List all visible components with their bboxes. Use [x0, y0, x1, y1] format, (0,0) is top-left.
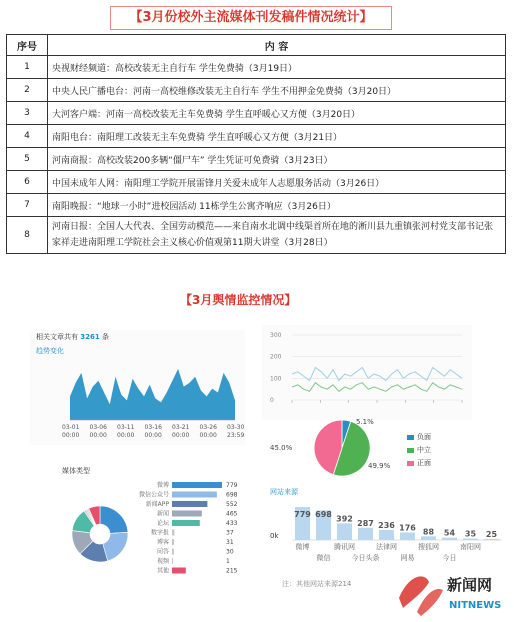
trend-tick-time: 00:00: [62, 432, 80, 439]
table-header-row: [7, 35, 506, 56]
site-value-label: 88: [422, 527, 435, 537]
media-value-label: 30: [226, 548, 234, 556]
donut-slice: [100, 506, 128, 533]
media-value-label: 465: [226, 510, 238, 518]
trend-tick-time: 00:00: [89, 432, 107, 439]
y-tick-label: 200: [270, 353, 282, 361]
site-value-label: 698: [315, 510, 332, 519]
header-index: 序号: [7, 35, 48, 56]
table-row: [7, 79, 506, 102]
legend-negative: [407, 432, 431, 442]
trend-tick-time: 00:00: [172, 432, 190, 439]
site-tick-label: 法律网: [376, 543, 397, 551]
media-category-label: 其他: [156, 567, 169, 575]
trend-tick-time: 00:00: [199, 432, 217, 439]
media-value-label: 1: [226, 558, 230, 565]
media-value-label: 698: [226, 491, 238, 499]
legend-swatch: [407, 461, 414, 466]
media-category-label: 论坛: [156, 520, 169, 527]
media-bar: [172, 501, 207, 507]
media-category-label: 新闻: [156, 510, 169, 518]
trend-tick-label: 03-30: [227, 424, 245, 431]
monitor-title: 【3月舆情监控情况】: [180, 293, 297, 307]
site-value-label: 287: [357, 518, 374, 528]
site-value-label: 35: [464, 529, 477, 539]
media-bar: [172, 492, 217, 498]
table-row: [7, 217, 506, 254]
site-bar: [379, 530, 394, 540]
media-category-label: 数字报: [150, 529, 169, 537]
y-tick-label: 0: [270, 397, 274, 404]
trend-tick-time: 00:00: [144, 432, 162, 439]
site-unit: 0k: [270, 532, 279, 540]
media-value-label: 552: [226, 501, 238, 508]
media-table: [6, 34, 506, 254]
media-bar: [172, 520, 200, 526]
row-content: 中国未成年人网：南阳理工学院开展雷锋月关爱未成年人志愿服务活动（3月26日）: [48, 171, 506, 194]
media-category-label: 微信公众号: [138, 491, 169, 499]
media-bar: [172, 530, 174, 536]
site-bar: [463, 539, 478, 541]
media-value-label: 779: [226, 482, 238, 489]
sentiment-pie: [262, 410, 472, 485]
row-content: 南阳晚报：“地球一小时”进校园活动 11栋学生公寓齐响应（3月26日）: [48, 194, 506, 217]
row-index: 6: [7, 171, 48, 194]
site-tick-label: 今日头条: [351, 554, 380, 562]
trend-tick-label: 03-06: [89, 424, 107, 431]
media-value-label: 37: [226, 529, 234, 537]
trend-tick-label: 03-16: [144, 424, 162, 431]
site-value-label: 392: [336, 514, 353, 524]
site-tick-label: 腾讯网: [334, 543, 355, 551]
y-tick-label: 100: [270, 375, 282, 383]
row-index: 3: [7, 102, 48, 125]
trend-tick-label: 03-01: [62, 424, 80, 431]
media-bar: [172, 558, 173, 564]
site-bar: [337, 523, 352, 540]
site-bar: [421, 536, 436, 540]
media-bar: [172, 549, 174, 555]
site-tick-label: 网易: [400, 554, 415, 562]
sentiment-panel: [262, 410, 472, 485]
media-value-label: 433: [226, 520, 238, 527]
row-content: 中央人民广播电台：河南一高校维修改装无主自行车 学生不用押金免费骑（3月20日）: [48, 79, 506, 102]
trend-tick-time: 00:00: [117, 432, 135, 439]
table-row: [7, 125, 506, 148]
trend-tick-label: 03-11: [117, 424, 135, 431]
watermark-en: NITNEWS: [449, 600, 502, 611]
media-value-label: 215: [226, 567, 238, 575]
media-type-chart: [50, 462, 250, 592]
row-index: 8: [7, 217, 48, 254]
row-content: 央视财经频道：高校改装无主自行车 学生免费骑（3月19日）: [48, 56, 506, 79]
row-index: 7: [7, 194, 48, 217]
media-type-label: 媒体类型: [62, 467, 90, 475]
media-category-label: 问答: [156, 548, 169, 556]
row-content: 河南商报：高校改装200多辆“僵尸车” 学生凭证可免费骑（3月23日）: [48, 148, 506, 171]
trend-tick-label: 03-26: [199, 424, 217, 431]
row-index: 5: [7, 148, 48, 171]
media-type-panel: [50, 462, 250, 592]
legend-label: 中立: [417, 446, 431, 454]
media-category-label: 微博: [156, 482, 169, 489]
site-value-label: 236: [378, 521, 395, 530]
report-title: 【3月份校外主流媒体刊发稿件情况统计】: [110, 6, 392, 30]
site-tick-label: 微信: [316, 554, 331, 562]
total-suffix: 条: [101, 333, 109, 341]
trend-panel: [30, 330, 245, 445]
trend-tick-time: 23:59: [227, 432, 245, 439]
table-row: [7, 56, 506, 79]
site-source-note: 注：其他网站来源214: [282, 580, 352, 588]
row-index: 4: [7, 125, 48, 148]
row-index: 1: [7, 56, 48, 79]
pie-value-label: 45.0%: [270, 444, 293, 452]
pie-value-label: 5.1%: [356, 418, 374, 426]
site-bar: [358, 528, 373, 540]
trend2-panel: [262, 325, 472, 420]
media-category-label: 视频: [156, 558, 169, 565]
legend-neutral: [407, 445, 431, 455]
y-tick-label: 300: [270, 332, 282, 339]
legend-swatch: [407, 435, 414, 440]
media-bar: [172, 482, 222, 488]
watermark-icon: [395, 568, 507, 618]
media-value-label: 31: [226, 539, 234, 546]
row-content: 南阳电台：南阳理工改装无主车免费骑 学生直呼暖心又方便（3月21日）: [48, 125, 506, 148]
media-bar: [172, 539, 174, 545]
watermark-cn: 新闻网: [447, 576, 493, 594]
table-row: [7, 171, 506, 194]
total-value: 3261: [80, 333, 100, 341]
legend-label: 正面: [417, 459, 431, 467]
trend-label: 趋势变化: [36, 347, 64, 355]
site-value-label: 54: [443, 528, 456, 538]
site-bar: [442, 538, 457, 540]
legend-swatch: [407, 448, 414, 453]
total-prefix: 相关文章共有: [36, 333, 78, 341]
site-tick-label: 南阳网: [460, 543, 481, 551]
media-category-label: 博客: [156, 539, 169, 546]
pie-value-label: 49.9%: [368, 462, 391, 470]
legend-label: 负面: [417, 433, 431, 441]
site-bar: [484, 539, 499, 540]
site-tick-label: 微博: [295, 543, 310, 551]
row-content: 大河客户端：河南一高校改装无主车免费骑 学生直呼暖心又方便（3月20日）: [48, 102, 506, 125]
media-category-label: 新闻APP: [145, 501, 169, 508]
media-bar: [172, 511, 202, 517]
trend2-chart: [262, 325, 472, 420]
trend-tick-label: 03-21: [172, 424, 190, 431]
series-line: [292, 383, 462, 392]
site-value-label: 779: [294, 510, 311, 519]
site-tick-label: 搜狐网: [418, 543, 439, 551]
site-value-label: 176: [399, 523, 416, 533]
legend-positive: [407, 458, 431, 468]
media-bar: [172, 568, 186, 574]
table-row: [7, 102, 506, 125]
trend-area: [70, 369, 235, 420]
watermark-logo: [395, 568, 507, 618]
table-row: [7, 148, 506, 171]
site-value-label: 25: [485, 529, 498, 539]
site-source-label: 网站来源: [270, 488, 298, 496]
trend-chart: [30, 330, 245, 445]
header-content: 内 容: [48, 35, 506, 56]
table-row: [7, 194, 506, 217]
site-bar: [400, 533, 415, 541]
site-tick-label: 今日: [442, 554, 457, 562]
row-index: 2: [7, 79, 48, 102]
row-content: 河南日报：全国人大代表、全国劳动模范——来自南水北调中线渠首所在地的淅川县九重镇张河村党支部书记张家祥走进南阳理工学院社会主义核心价值观第11期大讲堂（3月28日）: [48, 217, 506, 254]
